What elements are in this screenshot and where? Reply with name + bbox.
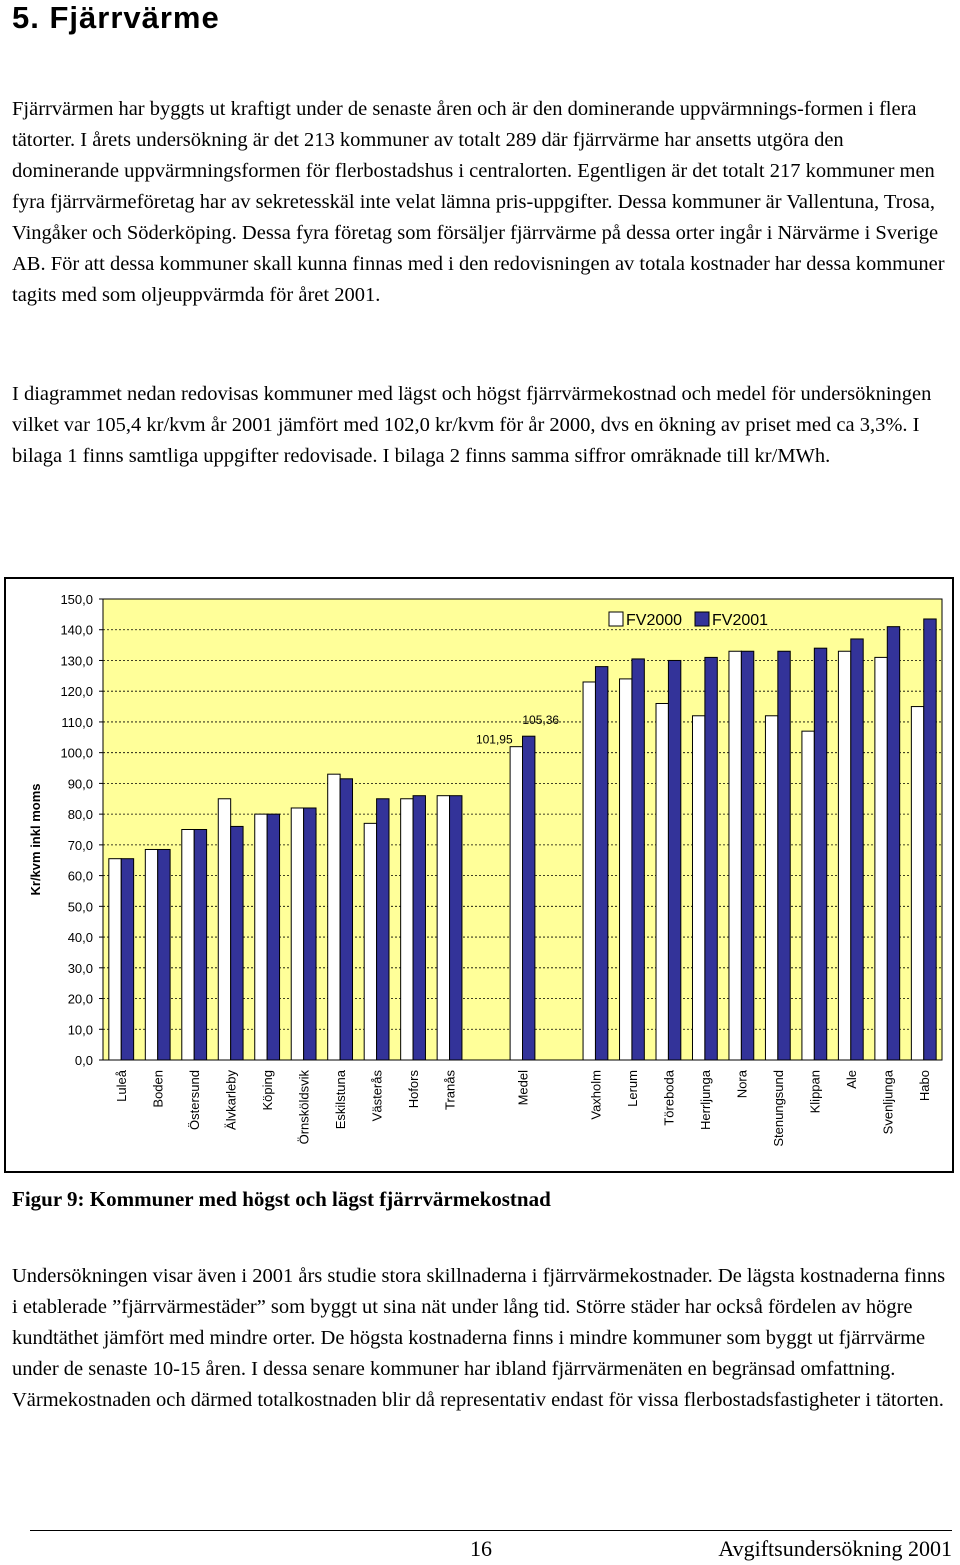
x-tick-label: Hofors xyxy=(406,1070,422,1109)
bar-fv2000 xyxy=(255,814,267,1060)
x-tick-label: Örnsköldsvik xyxy=(296,1070,312,1145)
chart-svg xyxy=(6,579,952,1171)
y-tick-label: 20,0 xyxy=(67,991,93,1007)
bar-fv2000 xyxy=(838,651,850,1060)
legend-label-fv2001: FV2001 xyxy=(712,612,769,629)
x-tick-label: Västerås xyxy=(369,1070,385,1122)
bar-fv2000 xyxy=(364,823,376,1060)
x-tick-label: Svenljunga xyxy=(880,1070,896,1135)
intro-paragraph: Fjärrvärmen har byggts ut kraftigt under de senaste åren och är den dominerande uppvärmnings-formen i flera tätorter. I årets undersökning är det 213 kommuner av totalt 289 där fjärrvärme har ansetts utgöra den dominerande uppvärmningsformen för flerbostadshus i centralorten. Egentligen är det totalt 217 kommuner men fyra fjärrvärmeföretag har av sekretesskäl inte velat lämna pris-uppgifter. Dessa kommuner är Vallentuna, Trosa, Vingåker och Söderköping. Dessa fyra företag som försäljer fjärrvärme på dessa orter ingår i Närvärme i Sverige AB. För att dessa kommuner skall kunna finnas med i den redovisningen av totala kostnader har dessa kommuner tagits med som oljeuppvärmda för året 2001. xyxy=(12,98,945,306)
bar-fv2001 xyxy=(304,808,316,1060)
bar-fv2001 xyxy=(121,859,133,1060)
y-tick-label: 90,0 xyxy=(67,776,93,792)
bar-fv2001 xyxy=(851,639,863,1060)
y-tick-label: 30,0 xyxy=(67,960,93,976)
x-tick-label: Boden xyxy=(150,1070,166,1108)
x-tick-label: Stenungsund xyxy=(770,1070,786,1147)
y-tick-label: 150,0 xyxy=(60,592,93,607)
y-tick-label: 80,0 xyxy=(67,807,93,823)
bar-fv2001 xyxy=(924,619,936,1060)
bar-fv2000 xyxy=(109,859,121,1060)
bar-fv2001 xyxy=(450,796,462,1060)
y-tick-label: 100,0 xyxy=(60,745,93,761)
bar-fv2001 xyxy=(887,627,899,1060)
y-tick-label: 140,0 xyxy=(60,622,93,638)
y-tick-label: 0,0 xyxy=(74,1053,93,1068)
bar-chart xyxy=(4,577,954,1173)
y-tick-label: 70,0 xyxy=(67,837,93,853)
x-tick-label: Tranås xyxy=(442,1070,458,1110)
y-tick-label: 10,0 xyxy=(67,1022,93,1038)
bar-fv2001 xyxy=(705,657,717,1060)
figure-caption: Figur 9: Kommuner med högst och lägst fjärrvärmekostnad xyxy=(12,1187,551,1211)
legend-label-fv2000: FV2000 xyxy=(626,612,683,629)
x-tick-label: Vaxholm xyxy=(588,1070,604,1120)
bar-fv2000 xyxy=(911,707,923,1060)
bar-fv2000 xyxy=(145,849,157,1060)
legend-swatch-fv2001 xyxy=(695,612,709,626)
y-tick-label: 120,0 xyxy=(60,684,93,700)
y-tick-label: 130,0 xyxy=(60,653,93,669)
x-tick-label: Habo xyxy=(916,1070,932,1102)
section-heading: 5. Fjärrvärme xyxy=(12,0,220,35)
data-label: 105,36 xyxy=(522,713,560,728)
y-tick-label: 110,0 xyxy=(61,714,93,730)
y-tick-label: 50,0 xyxy=(67,899,93,915)
bar-fv2001 xyxy=(741,651,753,1060)
x-tick-label: Eskilstuna xyxy=(333,1070,349,1130)
bar-fv2000 xyxy=(328,774,340,1060)
bar-fv2000 xyxy=(692,716,704,1060)
bar-fv2001 xyxy=(377,799,389,1060)
bar-fv2000 xyxy=(218,799,230,1060)
x-tick-label: Älvkarleby xyxy=(223,1070,239,1130)
bar-fv2001 xyxy=(340,779,352,1060)
x-tick-label: Östersund xyxy=(187,1070,203,1130)
x-tick-label: Luleå xyxy=(114,1070,130,1102)
bar-fv2001 xyxy=(158,849,170,1060)
x-tick-label: Ale xyxy=(843,1070,859,1089)
x-tick-label: Köping xyxy=(260,1070,276,1111)
footer-rule xyxy=(30,1530,952,1531)
bar-fv2000 xyxy=(401,799,413,1060)
bar-fv2001 xyxy=(194,830,206,1061)
bar-fv2001 xyxy=(267,814,279,1060)
bar-fv2000 xyxy=(437,796,449,1060)
bar-fv2000 xyxy=(583,682,595,1060)
x-tick-label: Klippan xyxy=(807,1070,823,1114)
bar-fv2000 xyxy=(510,747,522,1060)
y-tick-label: 40,0 xyxy=(67,930,93,946)
page-number: 16 xyxy=(470,1536,492,1561)
legend-swatch-fv2000 xyxy=(609,612,623,626)
x-tick-label: Nora xyxy=(734,1070,750,1099)
bar-fv2001 xyxy=(231,826,243,1060)
bar-fv2001 xyxy=(413,796,425,1060)
bar-fv2000 xyxy=(620,679,632,1060)
bar-fv2001 xyxy=(778,651,790,1060)
bar-fv2001 xyxy=(814,648,826,1060)
x-tick-label: Töreboda xyxy=(661,1070,677,1126)
y-tick-label: 60,0 xyxy=(67,868,93,884)
data-label: 101,95 xyxy=(475,732,513,747)
x-tick-label: Medel xyxy=(515,1070,531,1106)
x-tick-label: Herrljunga xyxy=(697,1070,713,1130)
diagram-description-paragraph: I diagrammet nedan redovisas kommuner med lägst och högst fjärrvärmekostnad och medel för undersökningen vilket var 105,4 kr/kvm år 2001 jämfört med 102,0 kr/kvm för år 2000, dvs en ökning av priset med ca 3,3%. I bilaga 1 finns samtliga uppgifter redovisade. I bilaga 2 finns samma siffror omräknade till kr/MWh. xyxy=(12,383,932,467)
bar-fv2001 xyxy=(668,660,680,1060)
y-axis-label: Kr/kvm inkl moms xyxy=(28,783,43,896)
document-title: Avgiftsundersökning 2001 xyxy=(718,1536,952,1561)
bar-fv2000 xyxy=(182,830,194,1061)
bar-fv2000 xyxy=(656,703,668,1060)
bar-fv2001 xyxy=(632,659,644,1060)
bar-fv2000 xyxy=(875,657,887,1060)
bar-fv2000 xyxy=(802,731,814,1060)
bar-fv2000 xyxy=(729,651,741,1060)
x-tick-label: Lerum xyxy=(624,1070,640,1107)
bar-fv2001 xyxy=(595,667,607,1060)
bar-fv2000 xyxy=(765,716,777,1060)
bar-fv2000 xyxy=(291,808,303,1060)
cost-differences-paragraph: Undersökningen visar även i 2001 års studie stora skillnaderna i fjärrvärmekostnader. De lägsta kostnaderna finns i etablerade ”fjärrvärmestäder” som byggt ut sina nät under lång tid. Större städer har också fördelen av högre kundtäthet jämfört med mindre orter. De högsta kostnaderna finns i mindre kommuner som byggt ut fjärrvärme under de senaste 10-15 åren. I dessa senare kommuner har ibland fjärrvärmenäten en begränsad omfattning. Värmekostnaden och därmed totalkostnaden blir då representativ endast för vissa flerbostadsfastigheter i tätorten. xyxy=(12,1265,946,1411)
bar-fv2001 xyxy=(523,736,535,1060)
